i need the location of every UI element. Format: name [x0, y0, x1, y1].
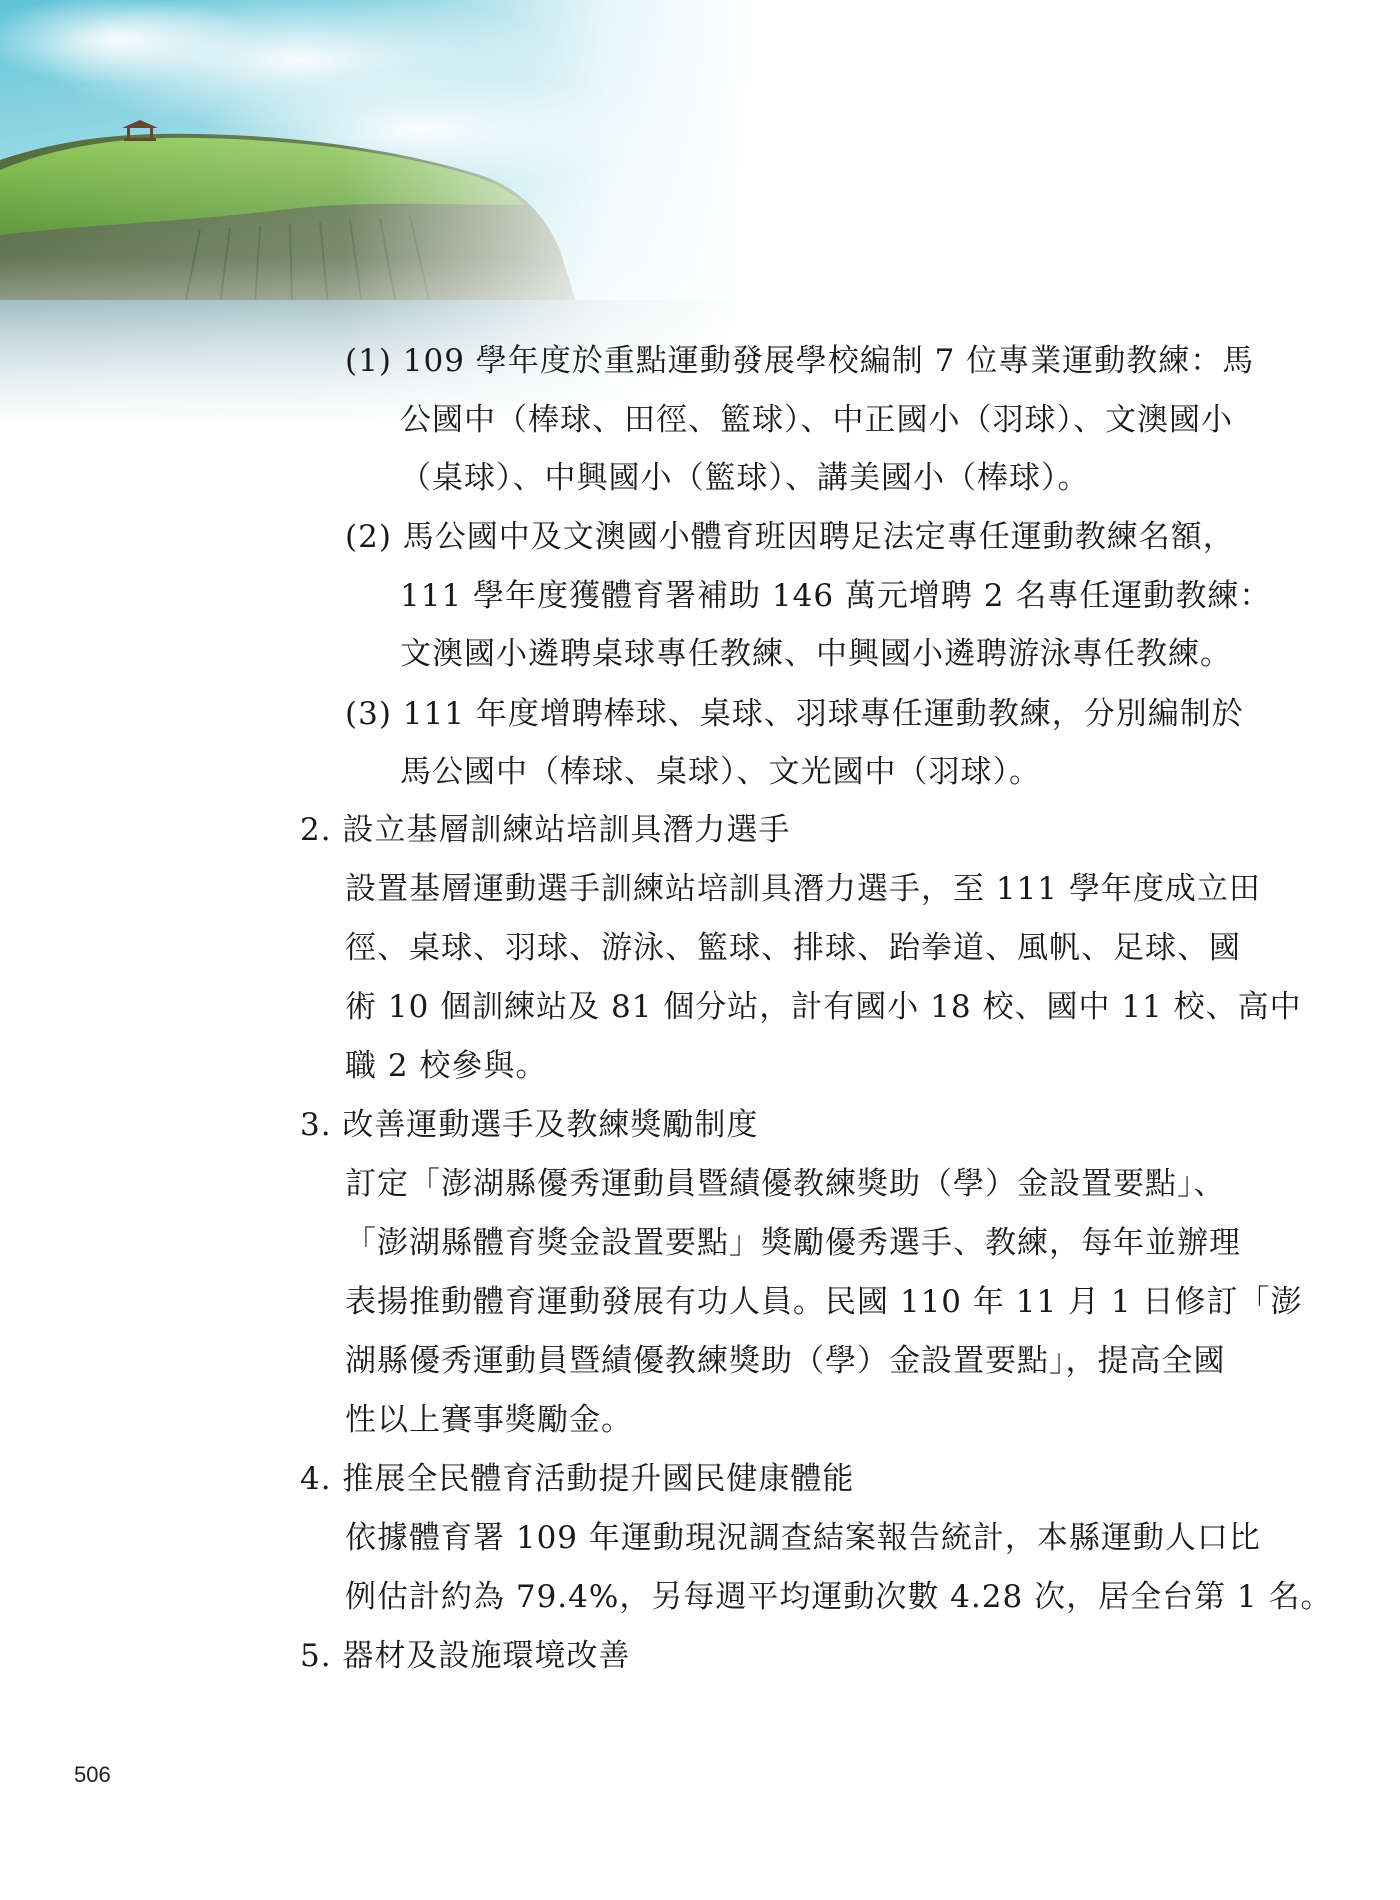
text-line: （桌球）、中興國小（籃球）、講美國小（棒球）。 — [400, 460, 1090, 496]
text-line: 職 2 校參與。 — [345, 1048, 548, 1084]
text-line: (3) 111 年度增聘棒球、桌球、羽球專任運動教練，分別編制於 — [345, 696, 1244, 732]
text-line: 依據體育署 109 年運動現況調查結案報告統計，本縣運動人口比 — [345, 1520, 1261, 1556]
text-line: 設置基層運動選手訓練站培訓具潛力選手，至 111 學年度成立田 — [345, 871, 1261, 907]
section-heading: 3. 改善運動選手及教練獎勵制度 — [300, 1107, 759, 1143]
text-line: 訂定「澎湖縣優秀運動員暨績優教練獎助（學）金設置要點」、 — [345, 1166, 1226, 1202]
text-line: 徑、桌球、羽球、游泳、籃球、排球、跆拳道、風帆、足球、國 — [345, 930, 1241, 966]
text-line: 湖縣優秀運動員暨績優教練獎助（學）金設置要點」，提高全國 — [345, 1343, 1226, 1379]
text-line: 公國中（棒球、田徑、籃球）、中正國小（羽球）、文澳國小 — [400, 402, 1233, 438]
section-heading: 4. 推展全民體育活動提升國民健康體能 — [300, 1461, 855, 1497]
text-line: 「澎湖縣體育獎金設置要點」獎勵優秀選手、教練，每年並辦理 — [345, 1225, 1241, 1261]
page-number: 506 — [74, 1762, 111, 1787]
text-line: (2) 馬公國中及文澳國小體育班因聘足法定專任運動教練名額， — [345, 519, 1235, 555]
section-heading: 2. 設立基層訓練站培訓具潛力選手 — [300, 812, 791, 848]
text-line: 例估計約為 79.4%，另每週平均運動次數 4.28 次，居全台第 1 名。 — [345, 1579, 1333, 1615]
text-line: 文澳國小遴聘桌球專任教練、中興國小遴聘游泳專任教練。 — [400, 636, 1232, 672]
text-line: 馬公國中（棒球、桌球）、文光國中（羽球）。 — [400, 754, 1041, 790]
text-line: 111 學年度獲體育署補助 146 萬元增聘 2 名專任運動教練： — [400, 578, 1272, 614]
text-line: (1) 109 學年度於重點運動發展學校編制 7 位專業運動教練：馬 — [345, 343, 1255, 379]
text-line: 性以上賽事獎勵金。 — [345, 1402, 633, 1438]
text-line: 表揚推動體育運動發展有功人員。民國 110 年 11 月 1 日修訂「澎 — [345, 1284, 1303, 1320]
section-heading: 5. 器材及設施環境改善 — [300, 1638, 631, 1674]
text-line: 術 10 個訓練站及 81 個分站，計有國小 18 校、國中 11 校、高中 — [345, 989, 1302, 1025]
